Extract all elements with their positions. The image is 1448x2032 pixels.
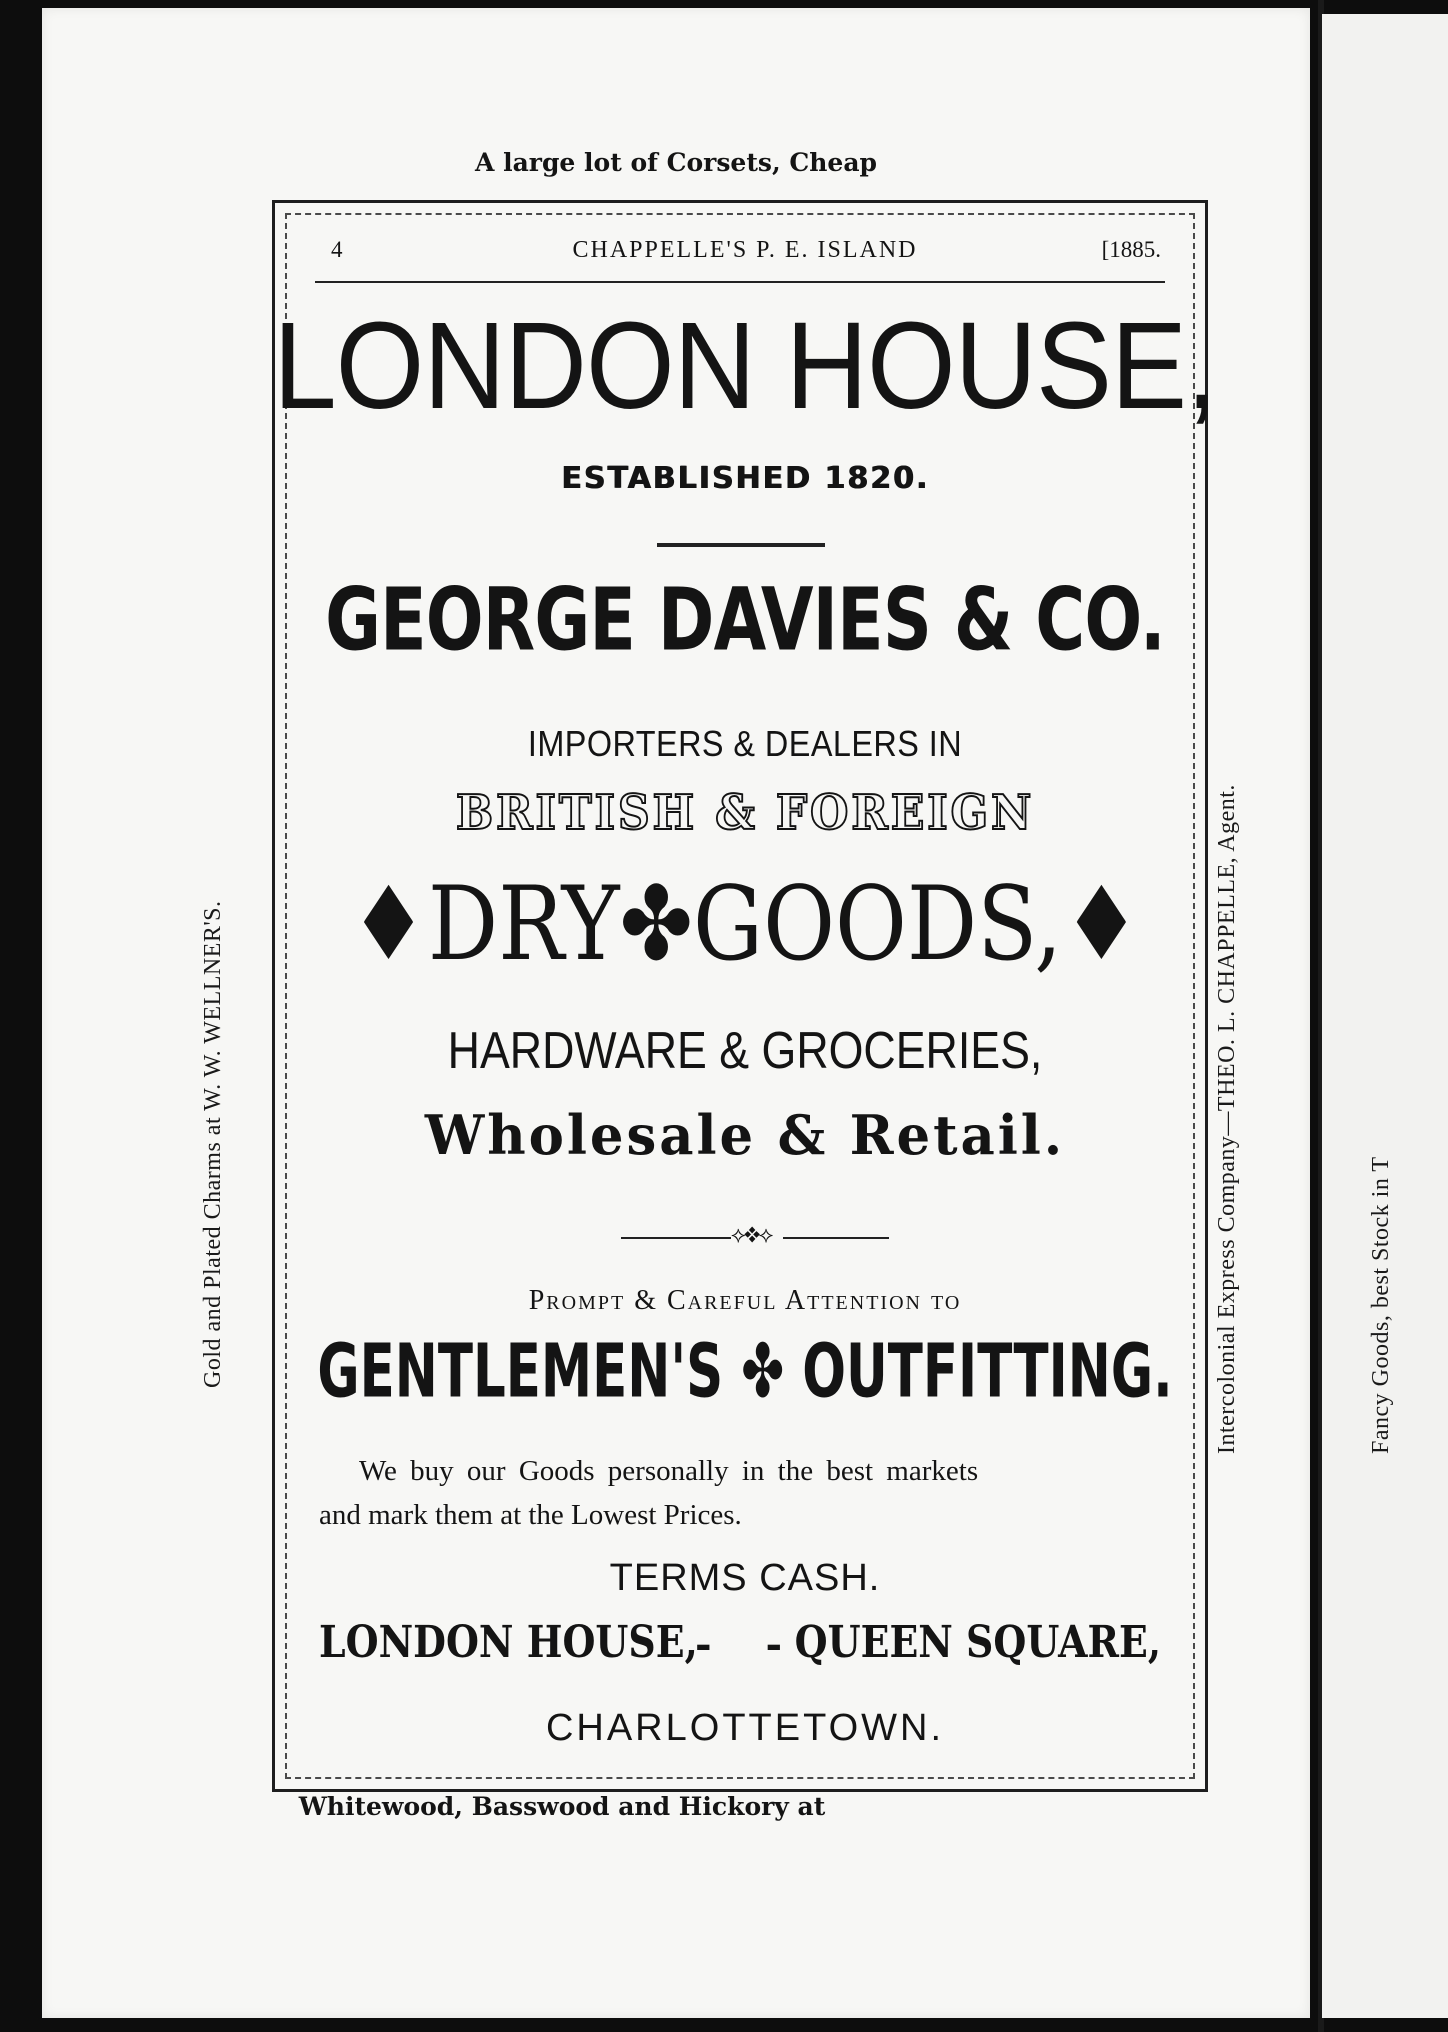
body-line-1: We buy our Goods personally in the best markets	[359, 1455, 979, 1487]
bottom-note: Whitewood, Basswood and Hickory at	[298, 1792, 826, 1821]
header-rule	[315, 281, 1165, 283]
importers-line: IMPORTERS & DEALERS IN	[527, 723, 963, 764]
advertisement-frame	[272, 200, 1217, 1792]
top-note: A large lot of Corsets, Cheap	[474, 148, 878, 177]
short-rule	[657, 543, 825, 547]
address-dots: - -	[695, 1621, 783, 1668]
page-number: 4	[331, 237, 343, 262]
hardware-groceries: HARDWARE & GROCERIES,	[447, 1022, 1043, 1080]
dry-goods: ♦DRY✤GOODS,♦	[349, 865, 1141, 984]
prompt-line: Prompt & Careful Attention to	[528, 1285, 962, 1316]
british-foreign: BRITISH & FOREIGN	[455, 785, 1035, 841]
address-right: QUEEN SQUARE,	[794, 1617, 1161, 1668]
ornament-icon: ⟡❖⟡	[731, 1223, 772, 1248]
gentlemens-outfitting: GENTLEMEN'S ✤ OUTFITTING.	[317, 1328, 1173, 1415]
ad-title: LONDON HOUSE,	[273, 297, 1217, 436]
header-year: [1885.	[1101, 237, 1161, 262]
address-left: LONDON HOUSE,	[319, 1617, 698, 1668]
right-margin-text: Intercolonial Express Company—THEO. L. CHAPPELLE, Agent.	[1214, 784, 1240, 1454]
running-title: CHAPPELLE'S P. E. ISLAND	[572, 237, 918, 263]
established: ESTABLISHED 1820.	[560, 461, 930, 496]
terms-cash: TERMS CASH.	[609, 1557, 881, 1599]
inner-frame	[285, 213, 1195, 1779]
body-line-2: and mark them at the Lowest Prices.	[319, 1499, 742, 1531]
ornament-rule-left	[621, 1237, 731, 1239]
left-margin-text: Gold and Plated Charms at W. W. WELLNER'S.	[200, 900, 226, 1388]
facing-page-margin-text: Fancy Goods, best Stock in T	[1368, 1156, 1394, 1454]
wholesale-retail: Wholesale & Retail.	[424, 1103, 1066, 1167]
firm-name: GEORGE DAVIES & CO.	[325, 570, 1165, 671]
document-page	[42, 8, 1310, 2018]
city: CHARLOTTETOWN.	[545, 1707, 945, 1749]
ornament-rule-right	[783, 1237, 889, 1239]
facing-page	[1322, 14, 1448, 2018]
